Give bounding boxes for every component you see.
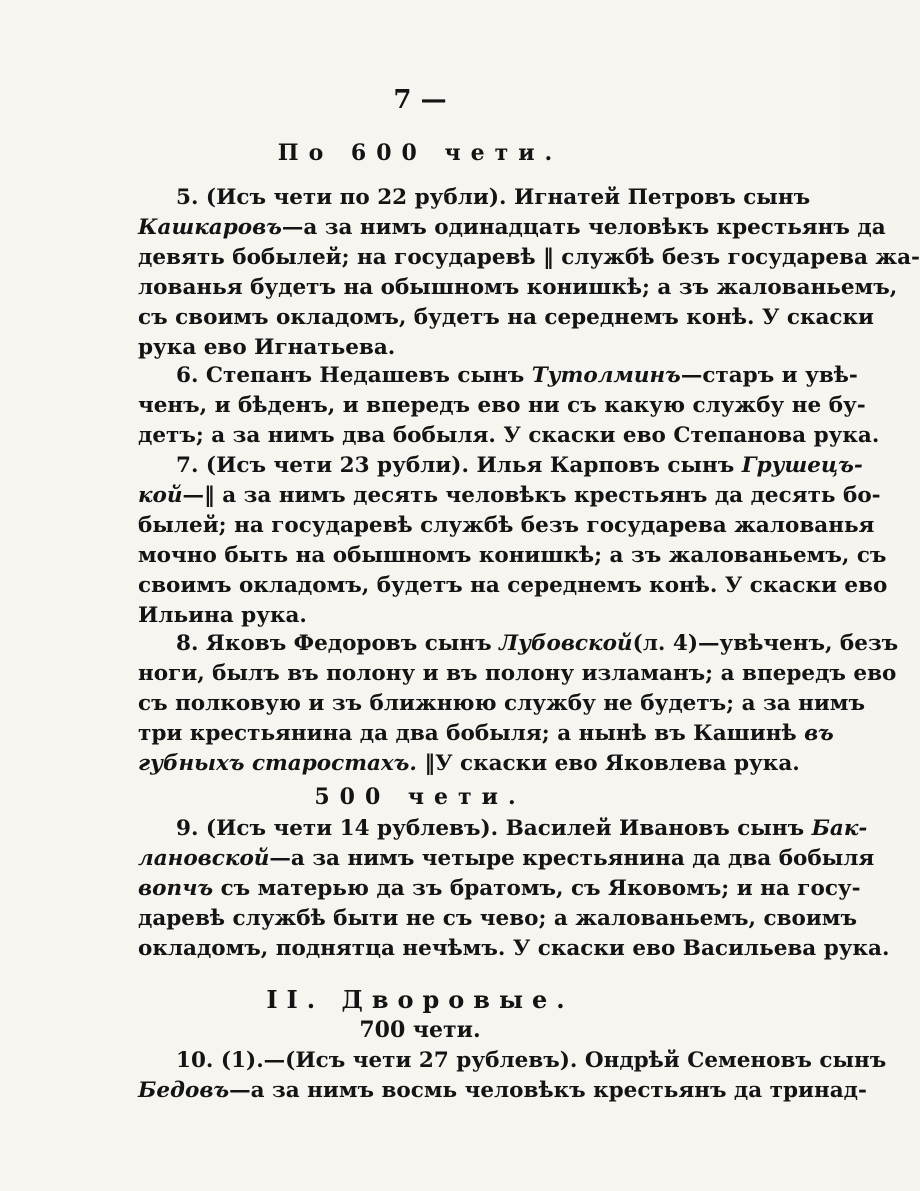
page-number: 7 — xyxy=(393,85,447,115)
entry-9-line-3-text: съ матерью да зъ братомъ, съ Яковомъ; и на госу- xyxy=(213,876,861,901)
entry-5-line-1: 5. (Исъ чети по 22 рубли). Игнатей Петровъ сынъ xyxy=(176,185,811,210)
surname-grushetskoy-part2: кой xyxy=(138,483,183,508)
heading-700-chetei: 700 чети. xyxy=(359,1017,481,1043)
entry-8-line-4-italic: въ xyxy=(804,721,834,746)
entry-6-line-1-a: 6. Степанъ Недашевъ сынъ xyxy=(176,363,532,388)
entry-5-line-3: девять бобылей; на государевѣ ‖ службѣ безъ государева жа- xyxy=(138,245,920,270)
entry-6 xyxy=(138,361,880,451)
entry-7-line-1 xyxy=(138,451,863,481)
entry-9-line-1 xyxy=(138,814,868,844)
entry-5 xyxy=(138,183,920,363)
heading-600-chetei: По 600 чети. xyxy=(277,140,563,166)
entry-5-line-2-text: —а за нимъ одинадцать человѣкъ крестьянъ да xyxy=(281,215,886,240)
section-title-dvorovye: II. Дворовые. xyxy=(266,985,574,1014)
entry-6-line-1-b: —старъ и увѣ- xyxy=(680,363,858,388)
surname-baklanovskoy-part1: Бак- xyxy=(811,816,868,841)
entry-6-line-1 xyxy=(138,361,858,391)
surname-kashkarov: Кашкаровъ xyxy=(138,215,282,240)
entry-7-line-5: своимъ окладомъ, будетъ на середнемъ конѣ. У скаски ево xyxy=(138,573,888,598)
entry-10-line-2-text: —а за нимъ восмь человѣкъ крестьянъ да тринад- xyxy=(229,1078,867,1103)
entry-7-line-2 xyxy=(138,481,881,511)
entry-8-line-4-a: три крестьянина да два бобыля; а нынѣ въ Кашинѣ xyxy=(138,721,805,746)
entry-7-line-2-text: —‖ а за нимъ десять человѣкъ крестьянъ да десять бо- xyxy=(182,483,881,508)
entry-9-line-2 xyxy=(138,844,875,874)
surname-baklanovskoy-part2: лановской xyxy=(138,846,270,871)
entry-9-line-3 xyxy=(138,874,861,904)
entry-10 xyxy=(138,1046,887,1106)
entry-9-line-4: даревѣ службѣ быти не съ чево; а жалованьемъ, своимъ xyxy=(138,906,857,931)
entry-5-line-4: лованья будетъ на обышномъ конишкѣ; а зъ жалованьемъ, xyxy=(138,275,898,300)
entry-8-line-4 xyxy=(138,719,834,749)
entry-7 xyxy=(138,451,888,631)
entry-7-line-3: былей; на государевѣ службѣ безъ государева жалованья xyxy=(138,513,875,538)
surname-lubovskoy: Лубовской xyxy=(499,631,633,656)
entry-8-line-3: съ полковую и зъ ближнюю службу не будетъ; а за нимъ xyxy=(138,691,865,716)
entry-5-line-6: рука ево Игнатьева. xyxy=(138,335,396,360)
surname-grushetskoy-part1: Грушецъ- xyxy=(741,453,863,478)
gubnye-starosty: губныхъ старостахъ. xyxy=(138,751,417,776)
entry-8-line-5-text: ‖У скаски ево Яковлева рука. xyxy=(416,751,800,776)
entry-9-line-1-a: 9. (Исъ чети 14 рублевъ). Василей Ивановъ сынъ xyxy=(176,816,812,841)
entry-8-line-5 xyxy=(138,749,800,779)
surname-tutolmin: Тутолминъ xyxy=(531,363,681,388)
entry-9-line-2-text: —а за нимъ четыре крестьянина да два бобыля xyxy=(269,846,875,871)
entry-9-line-5: окладомъ, поднятца нечѣмъ. У скаски ево Васильева рука. xyxy=(138,936,890,961)
entry-9 xyxy=(138,814,890,964)
surname-bedov: Бедовъ xyxy=(138,1078,230,1103)
entry-8-line-1-b: (л. 4)—увѣченъ, безъ xyxy=(632,631,899,656)
heading-500-chetei: 500 чети. xyxy=(314,784,526,810)
entry-8-line-1-a: 8. Яковъ Федоровъ сынъ xyxy=(176,631,500,656)
entry-7-line-4: мочно быть на обышномъ конишкѣ; а зъ жалованьемъ, съ xyxy=(138,543,887,568)
entry-10-line-1: 10. (1).—(Исъ чети 27 рублевъ). Ондрѣй Семеновъ сынъ xyxy=(176,1048,887,1073)
entry-8 xyxy=(138,629,899,779)
entry-8-line-2: ноги, былъ въ полону и въ полону изламанъ; а впередъ ево xyxy=(138,661,897,686)
entry-7-line-1-a: 7. (Исъ чети 23 рубли). Илья Карповъ сынъ xyxy=(176,453,742,478)
word-vopch: вопчъ xyxy=(138,876,214,901)
entry-6-line-2: ченъ, и бѣденъ, и впередъ ево ни съ какую службу не бу- xyxy=(138,393,866,418)
entry-7-line-6: Ильина рука. xyxy=(138,603,307,628)
entry-5-line-5: съ своимъ окладомъ, будетъ на середнемъ конѣ. У скаски xyxy=(138,305,874,330)
entry-8-line-1 xyxy=(138,629,899,659)
entry-10-line-2 xyxy=(138,1076,867,1106)
entry-5-line-2 xyxy=(138,213,886,243)
entry-6-line-3: детъ; а за нимъ два бобыля. У скаски ево Степанова рука. xyxy=(138,423,880,448)
